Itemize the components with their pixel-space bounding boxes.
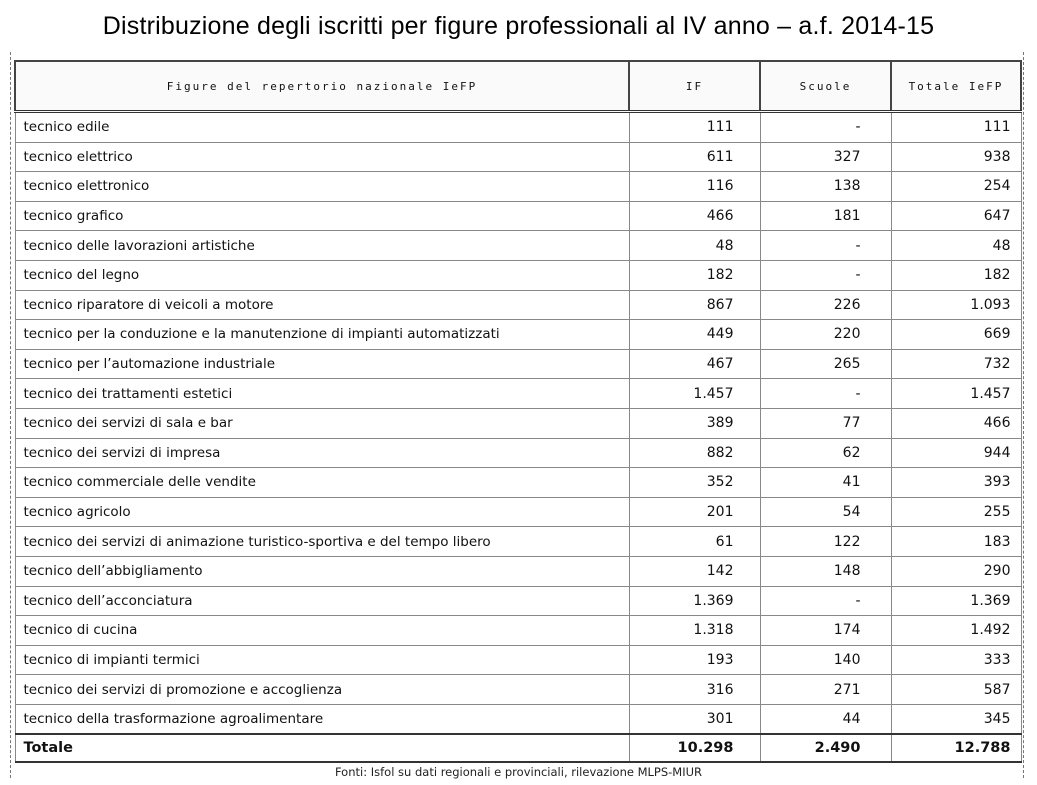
table-row bbox=[15, 645, 1021, 675]
row-totale-value: 669 bbox=[891, 320, 1021, 350]
table-row bbox=[15, 320, 1021, 350]
row-if-value: 867 bbox=[629, 290, 760, 320]
table-row bbox=[15, 112, 1021, 143]
row-figure-name: tecnico per l’automazione industriale bbox=[15, 349, 629, 379]
row-if-value: 352 bbox=[629, 468, 760, 498]
table-row bbox=[15, 172, 1021, 202]
row-figure-name: tecnico agricolo bbox=[15, 497, 629, 527]
row-totale-value: 111 bbox=[891, 112, 1021, 143]
row-scuole-value: 44 bbox=[760, 704, 891, 734]
table-row bbox=[15, 290, 1021, 320]
row-figure-name: tecnico dell’abbigliamento bbox=[15, 556, 629, 586]
table-row bbox=[15, 201, 1021, 231]
table-row bbox=[15, 349, 1021, 379]
row-totale-value: 290 bbox=[891, 556, 1021, 586]
row-scuole-value: 174 bbox=[760, 616, 891, 646]
row-if-value: 116 bbox=[629, 172, 760, 202]
row-totale-value: 938 bbox=[891, 142, 1021, 172]
table-row bbox=[15, 231, 1021, 261]
row-if-value: 467 bbox=[629, 349, 760, 379]
row-scuole-value: 181 bbox=[760, 201, 891, 231]
total-totale: 12.788 bbox=[891, 734, 1021, 762]
row-if-value: 611 bbox=[629, 142, 760, 172]
row-if-value: 201 bbox=[629, 497, 760, 527]
row-figure-name: tecnico grafico bbox=[15, 201, 629, 231]
row-figure-name: tecnico edile bbox=[15, 112, 629, 143]
row-scuole-value: 226 bbox=[760, 290, 891, 320]
row-scuole-value: 265 bbox=[760, 349, 891, 379]
row-if-value: 111 bbox=[629, 112, 760, 143]
column-header-figure: Figure del repertorio nazionale IeFP bbox=[15, 61, 629, 112]
table-row bbox=[15, 497, 1021, 527]
row-scuole-value: 138 bbox=[760, 172, 891, 202]
row-totale-value: 1.457 bbox=[891, 379, 1021, 409]
row-scuole-value: - bbox=[760, 586, 891, 616]
table-row bbox=[15, 408, 1021, 438]
table-row bbox=[15, 142, 1021, 172]
row-scuole-value: 220 bbox=[760, 320, 891, 350]
row-figure-name: tecnico di cucina bbox=[15, 616, 629, 646]
row-if-value: 466 bbox=[629, 201, 760, 231]
row-figure-name: tecnico elettronico bbox=[15, 172, 629, 202]
table-row bbox=[15, 379, 1021, 409]
page-title: Distribuzione degli iscritti per figure professionali al IV anno – a.f. 2014-15 bbox=[102, 12, 935, 40]
row-figure-name: tecnico dei servizi di sala e bar bbox=[15, 408, 629, 438]
row-if-value: 882 bbox=[629, 438, 760, 468]
row-figure-name: tecnico della trasformazione agroalimentare bbox=[15, 704, 629, 734]
row-if-value: 449 bbox=[629, 320, 760, 350]
table-row bbox=[15, 675, 1021, 705]
row-figure-name: tecnico del legno bbox=[15, 260, 629, 290]
table-row bbox=[15, 527, 1021, 557]
source-note: Fonti: Isfol su dati regionali e provinciali, rilevazione MLPS-MIUR bbox=[334, 765, 703, 779]
row-figure-name: tecnico delle lavorazioni artistiche bbox=[15, 231, 629, 261]
row-if-value: 182 bbox=[629, 260, 760, 290]
column-header-scuole: Scuole bbox=[760, 61, 891, 112]
row-figure-name: tecnico per la conduzione e la manutenzione di impianti automatizzati bbox=[15, 320, 629, 350]
row-if-value: 193 bbox=[629, 645, 760, 675]
table-row bbox=[15, 704, 1021, 734]
row-if-value: 48 bbox=[629, 231, 760, 261]
row-scuole-value: 122 bbox=[760, 527, 891, 557]
row-figure-name: tecnico riparatore di veicoli a motore bbox=[15, 290, 629, 320]
row-totale-value: 333 bbox=[891, 645, 1021, 675]
row-if-value: 142 bbox=[629, 556, 760, 586]
row-totale-value: 1.369 bbox=[891, 586, 1021, 616]
total-label: Totale bbox=[15, 734, 629, 762]
row-scuole-value: - bbox=[760, 231, 891, 261]
row-totale-value: 732 bbox=[891, 349, 1021, 379]
table-row bbox=[15, 468, 1021, 498]
header-row bbox=[15, 61, 1021, 112]
row-totale-value: 944 bbox=[891, 438, 1021, 468]
column-header-if: IF bbox=[629, 61, 760, 112]
row-figure-name: tecnico dell’acconciatura bbox=[15, 586, 629, 616]
row-figure-name: tecnico dei servizi di promozione e accoglienza bbox=[15, 675, 629, 705]
row-figure-name: tecnico dei servizi di animazione turistico-sportiva e del tempo libero bbox=[15, 527, 629, 557]
data-table bbox=[14, 60, 1022, 763]
total-row bbox=[15, 734, 1021, 762]
row-figure-name: tecnico commerciale delle vendite bbox=[15, 468, 629, 498]
row-scuole-value: - bbox=[760, 379, 891, 409]
row-totale-value: 345 bbox=[891, 704, 1021, 734]
table-row bbox=[15, 556, 1021, 586]
row-if-value: 1.457 bbox=[629, 379, 760, 409]
total-scuole: 2.490 bbox=[760, 734, 891, 762]
row-totale-value: 647 bbox=[891, 201, 1021, 231]
row-totale-value: 587 bbox=[891, 675, 1021, 705]
row-totale-value: 466 bbox=[891, 408, 1021, 438]
row-if-value: 1.318 bbox=[629, 616, 760, 646]
row-scuole-value: 77 bbox=[760, 408, 891, 438]
row-if-value: 389 bbox=[629, 408, 760, 438]
row-scuole-value: 271 bbox=[760, 675, 891, 705]
row-figure-name: tecnico dei trattamenti estetici bbox=[15, 379, 629, 409]
row-totale-value: 48 bbox=[891, 231, 1021, 261]
total-if: 10.298 bbox=[629, 734, 760, 762]
row-scuole-value: 62 bbox=[760, 438, 891, 468]
row-scuole-value: - bbox=[760, 112, 891, 143]
row-if-value: 316 bbox=[629, 675, 760, 705]
table-row bbox=[15, 616, 1021, 646]
row-totale-value: 1.093 bbox=[891, 290, 1021, 320]
table-row bbox=[15, 586, 1021, 616]
row-scuole-value: 41 bbox=[760, 468, 891, 498]
column-header-totale: Totale IeFP bbox=[891, 61, 1021, 112]
row-figure-name: tecnico elettrico bbox=[15, 142, 629, 172]
row-scuole-value: 148 bbox=[760, 556, 891, 586]
row-if-value: 301 bbox=[629, 704, 760, 734]
row-scuole-value: 54 bbox=[760, 497, 891, 527]
row-figure-name: tecnico di impianti termici bbox=[15, 645, 629, 675]
row-totale-value: 1.492 bbox=[891, 616, 1021, 646]
row-totale-value: 183 bbox=[891, 527, 1021, 557]
row-totale-value: 182 bbox=[891, 260, 1021, 290]
row-scuole-value: 140 bbox=[760, 645, 891, 675]
row-scuole-value: 327 bbox=[760, 142, 891, 172]
row-figure-name: tecnico dei servizi di impresa bbox=[15, 438, 629, 468]
row-totale-value: 255 bbox=[891, 497, 1021, 527]
row-scuole-value: - bbox=[760, 260, 891, 290]
row-totale-value: 254 bbox=[891, 172, 1021, 202]
table-row bbox=[15, 260, 1021, 290]
row-if-value: 61 bbox=[629, 527, 760, 557]
row-totale-value: 393 bbox=[891, 468, 1021, 498]
table-row bbox=[15, 438, 1021, 468]
row-if-value: 1.369 bbox=[629, 586, 760, 616]
